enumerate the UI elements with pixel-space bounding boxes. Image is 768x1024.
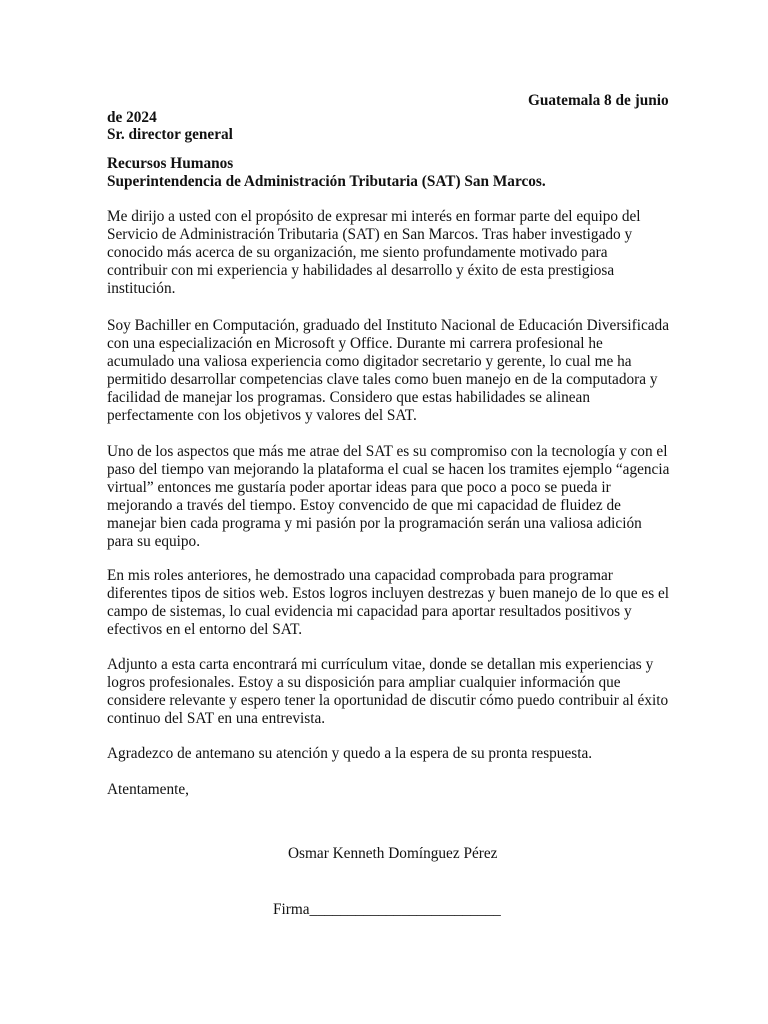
paragraph-6	[107, 745, 667, 763]
paragraph-line: paso del tiempo van mejorando la plataforma el cual se hacen los tramites ejemplo “agencia	[107, 461, 670, 478]
paragraph-line: conocido más acerca de su organización, me siento profundamente motivado para	[107, 244, 608, 261]
paragraph-line: institución.	[107, 280, 176, 297]
recipient-line: Sr. director general	[107, 126, 233, 143]
paragraph-line: con una especialización en Microsoft y Office. Durante mi carrera profesional he	[107, 335, 603, 352]
paragraph-line: Soy Bachiller en Computación, graduado del Instituto Nacional de Educación Diversificada	[107, 317, 669, 334]
paragraph-line: virtual” entonces me gustaría poder aportar ideas para que poco a poco se pueda ir	[107, 479, 611, 496]
department-line: Recursos Humanos	[107, 155, 234, 172]
paragraph-line: considere relevante y espero tener la oportunidad de discutir cómo puedo contribuir al éxito	[107, 692, 669, 709]
paragraph-2	[107, 317, 667, 425]
date-line-2: de 2024	[107, 109, 157, 126]
signer-name: Osmar Kenneth Domínguez Pérez	[288, 845, 498, 862]
paragraph-line: manejar bien cada programa y mi pasión por la programación serán una valiosa adición	[107, 515, 642, 532]
paragraph-line: perfectamente con los objetivos y valores del SAT.	[107, 407, 417, 424]
paragraph-line: mejorando a través del tiempo. Estoy convencido de que mi capacidad de fluidez de	[107, 497, 621, 514]
paragraph-line: contribuir con mi experiencia y habilidades al desarrollo y éxito de esta prestigiosa	[107, 262, 615, 279]
paragraph-line: Adjunto a esta carta encontrará mi currículum vitae, donde se detallan mis experiencias y	[107, 656, 654, 673]
paragraph-line: continuo del SAT en una entrevista.	[107, 710, 326, 727]
paragraph-3	[107, 443, 670, 551]
paragraph-4	[107, 567, 670, 639]
date-line-1: Guatemala 8 de junio	[528, 92, 669, 109]
closing-line: Atentamente,	[107, 781, 189, 798]
paragraph-line: Me dirijo a usted con el propósito de expresar mi interés en formar parte del equipo del	[107, 208, 641, 225]
paragraph-line: diferentes tipos de sitios web. Estos logros incluyen destrezas y buen manejo de lo que es el	[107, 585, 670, 602]
paragraph-line: En mis roles anteriores, he demostrado una capacidad comprobada para programar	[107, 567, 613, 584]
paragraph-line: acumulado una valiosa experiencia como digitador secretario y gerente, lo cual me ha	[107, 353, 632, 370]
institution-line: Superintendencia de Administración Tributaria (SAT) San Marcos.	[107, 173, 546, 190]
signature-line: Firma_________________________	[273, 901, 501, 918]
paragraph-line: permitido desarrollar competencias clave tales como buen manejo en de la computadora y	[107, 371, 658, 388]
paragraph-line: campo de sistemas, lo cual evidencia mi capacidad para aportar resultados positivos y	[107, 603, 632, 620]
paragraph-line: facilidad de manejar los programas. Considero que estas habilidades se alinean	[107, 389, 590, 406]
paragraph-line: Servicio de Administración Tributaria (SAT) en San Marcos. Tras haber investigado y	[107, 226, 633, 243]
paragraph-line: efectivos en el entorno del SAT.	[107, 621, 303, 638]
paragraph-5	[107, 656, 667, 728]
paragraph-line: Uno de los aspectos que más me atrae del SAT es su compromiso con la tecnología y con el	[107, 443, 668, 460]
paragraph-line: logros profesionales. Estoy a su disposición para ampliar cualquier información que	[107, 674, 621, 691]
paragraph-line: para su equipo.	[107, 533, 201, 550]
paragraph-1	[107, 208, 667, 298]
paragraph-line: Agradezco de antemano su atención y quedo a la espera de su pronta respuesta.	[107, 745, 593, 762]
